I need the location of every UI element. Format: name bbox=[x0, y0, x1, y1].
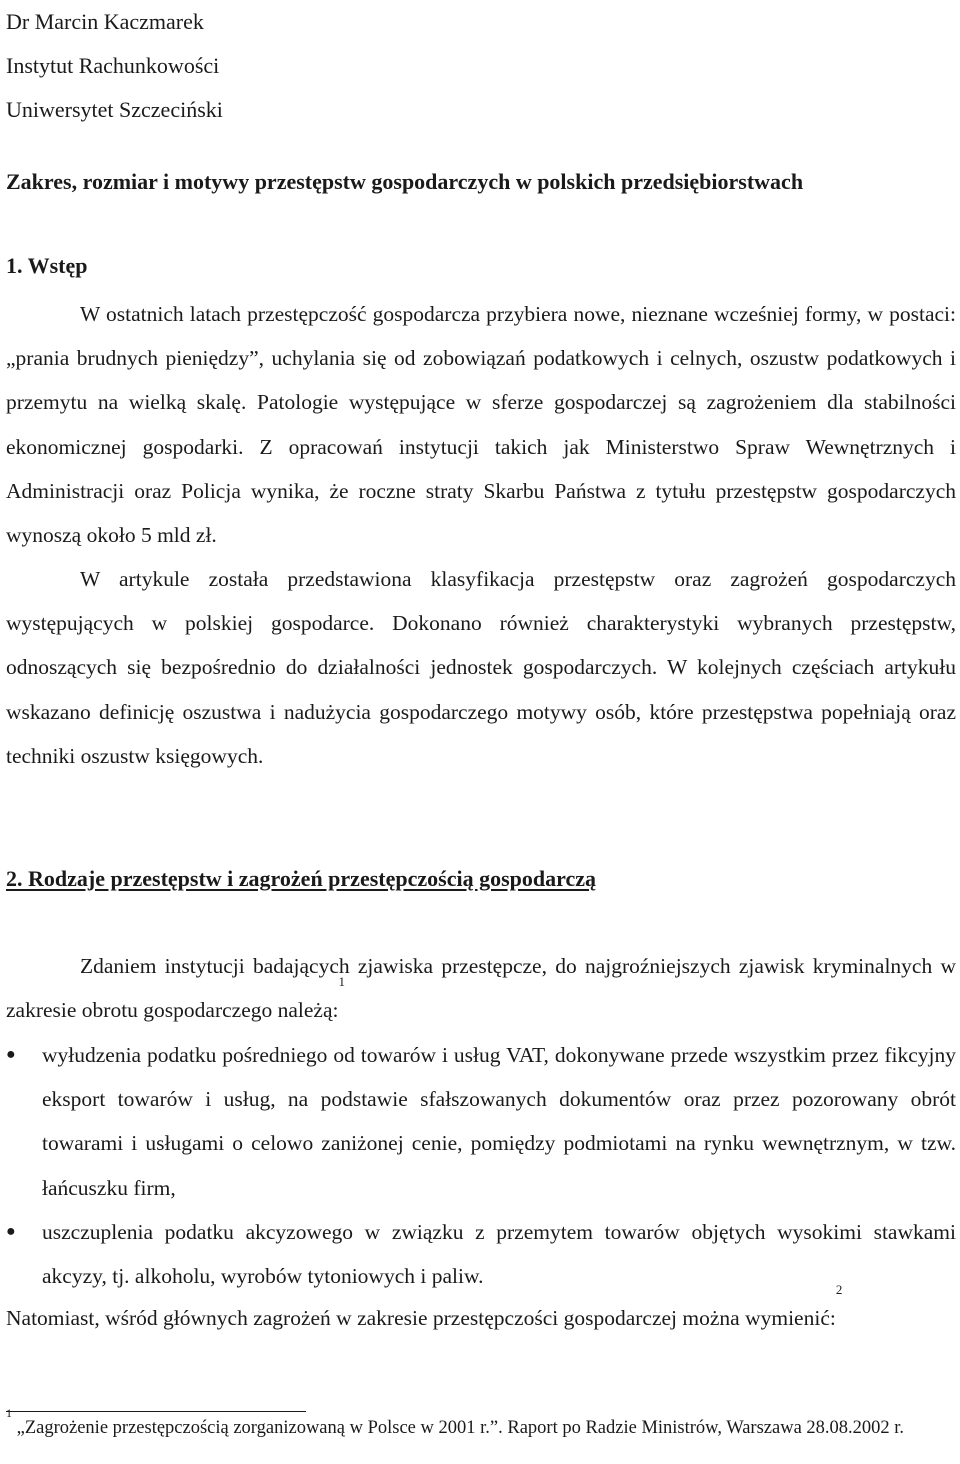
document-page bbox=[6, 0, 956, 1438]
footnote-divider bbox=[6, 1411, 306, 1412]
types-intro-text: Zdaniem instytucji badających zjawiska przestępcze, do najgroźniejszych zjawisk kryminalnych w zakresie obrotu gospodarczego należą: bbox=[6, 954, 956, 1023]
intro-paragraph-1: W ostatnich latach przestępczość gospodarcza przybiera nowe, nieznane wcześniej formy, w postaci: „prania brudnych pieniędzy”, uchylania się od zobowiązań podatkowych i celnych, oszustw podatkowych i przemytu na wielką skalę. Patologie występujące w sferze gospodarczej są zagrożeniem dla stabilności ekonomicznej gospodarki. Z opracowań instytucji takich jak Ministerstwo Spraw Wewnętrznych i Administracji oraz Policja wynika, że roczne straty Skarbu Państwa z tytułu przestępstw gospodarczych wynoszą około 5 mld zł. bbox=[6, 302, 956, 548]
author-institute: Instytut Rachunkowości bbox=[6, 53, 220, 78]
threats-closing-text: Natomiast, wśród głównych zagrożeń w zakresie przestępczości gospodarczej można wymienić: bbox=[6, 1306, 836, 1330]
footnote-1 bbox=[6, 1406, 946, 1439]
list-item bbox=[6, 1033, 956, 1210]
author-university: Uniwersytet Szczeciński bbox=[6, 97, 223, 122]
footnote-ref-1[interactable]: 1 bbox=[338, 974, 345, 990]
types-intro-paragraph bbox=[6, 944, 956, 1032]
threats-bullet-list bbox=[6, 1033, 956, 1298]
list-item bbox=[6, 1210, 956, 1298]
footnote-text: „Zagrożenie przestępczością zorganizowaną w Polsce w 2001 r.”. Raport po Radzie Ministrów, Warszawa 28.08.2002 r. bbox=[16, 1418, 905, 1438]
list-item-text: uszczuplenia podatku akcyzowego w związku z przemytem towarów objętych wysokimi stawkami akcyzy, tj. alkoholu, wyrobów tytoniowych i paliw. bbox=[42, 1219, 956, 1289]
bullet-icon: ● bbox=[6, 1046, 16, 1063]
threats-closing-paragraph bbox=[6, 1282, 956, 1340]
author-name: Dr Marcin Kaczmarek bbox=[6, 9, 204, 34]
section-heading-intro: 1. Wstęp bbox=[6, 253, 88, 278]
bullet-icon: ● bbox=[6, 1222, 16, 1240]
footnote-ref-2[interactable]: 2 bbox=[835, 1282, 843, 1297]
footnote-number: 1 bbox=[6, 1406, 12, 1420]
section-heading-types: 2. Rodzaje przestępstw i zagrożeń przestępczością gospodarczą bbox=[6, 866, 596, 891]
author-block bbox=[6, 0, 956, 132]
intro-paragraph-2: W artykule została przedstawiona klasyfikacja przestępstw oraz zagrożeń gospodarczych występujących w polskiej gospodarce. Dokonano również charakterystyki wybranych przestępstw, odnoszących się bezpośrednio do działalności jednostek gospodarczych. W kolejnych częściach artykułu wskazano definicję oszustwa i nadużycia gospodarczego motywy osób, które przestępstwa popełniają oraz techniki oszustw księgowych. bbox=[6, 567, 956, 768]
list-item-text: wyłudzenia podatku pośredniego od towarów i usług VAT, dokonywane przede wszystkim przez fikcyjny eksport towarów i usług, na podstawie sfałszowanych dokumentów oraz przez pozorowany obrót towarami i usługami o celowo zaniżonej cenie, pomiędzy podmiotami na rynku wewnętrznym, w tzw. łańcuszku firm, bbox=[42, 1043, 956, 1200]
document-title: Zakres, rozmiar i motywy przestępstw gospodarczych w polskich przedsiębiorstwach bbox=[6, 169, 804, 194]
